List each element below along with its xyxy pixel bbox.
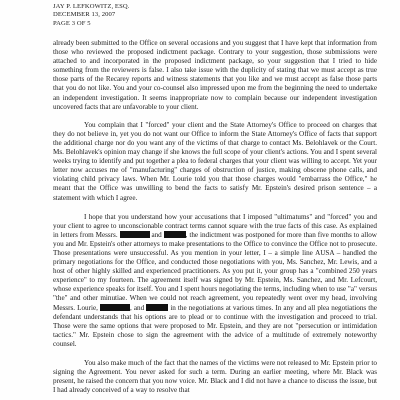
- paragraph-2: You complain that I "forced" your client and the State Attorney's Office to proceed on charges that they do not believe in, yet you do not want our Office to inform the State Attorney's Office of facts that support the additional charge nor do you want any of the victims of that charge to contact Ms. Belohlavek or the Court. Ms. Belohlavek's opinion may change if she knows the full scope of your client's actions. You and I spent several weeks trying to identify and put together a plea to federal charges that your client was willing to accept. Yet your letter now accuses me of "manufacturing" charges of obstruction of justice, making obscene phone calls, and violating child privacy laws. When Mr. Lourie told you that those charges would "embarrass the Office," he meant that the Office was unwilling to bend the facts to satisfy Mr. Epstein's desired prison sentence – a statement with which I agree.: [53, 120, 377, 202]
- paragraph-3-part-e: in the negotiations at various times. In any and all plea negotiations the defendant understands that his options are to plead or to continue with the investigation and proceed to trial. Those were the same options that were proposed to Mr. Epstein, and they are not "persecution or intimidation tactics." Mr. Epstein chose to sign the agreement with the advice of a multitude of extremely noteworthy counsel.: [53, 303, 377, 348]
- redaction-box: [146, 304, 168, 311]
- paragraph-3-part-b: and: [151, 230, 162, 239]
- paragraph-3-part-d: , and: [129, 303, 145, 312]
- page-number: PAGE 3 OF 5: [53, 19, 91, 27]
- redaction-box: [164, 231, 186, 238]
- redaction-box: [120, 231, 150, 238]
- paragraph-3: [53, 213, 377, 349]
- paragraph-4: You also make much of the fact that the names of the victims were not released to Mr. Epstein prior to signing the Agreement. You never asked for such a term. During an earlier meeting, where Mr. Black was present, he raised the concern that you now voice. Mr. Black and I did not have a chance to discuss the issue, but I had already conceived of a way to resolve that: [53, 359, 377, 395]
- letter-date: DECEMBER 13, 2007: [53, 11, 116, 19]
- paragraph-3-part-a: I hope that you understand how your accusations that I imposed "ultimatums" and "forced" you and your client to agree to unconscionable contract terms cannot square with the true facts of this case. As explained in letters from Messrs.: [53, 212, 377, 239]
- paragraph-3-part-c: , the indictment was postponed for more than five months to allow you and Mr. Epstein's other attorneys to make presentations to the Office to convince the Office not to prosecute. Those presentations were unsuccessful. As you mention in your letter, I – a simple line AUSA – handled the primary negotiations for the Office, and conducted those negotiations with you, Ms. Sanchez, Mr. Lewis, and a host of other highly skilled and experienced practitioners. As you put it, your group has a "combined 250 years experience" to my fourteen. The agreement itself was signed by Mr. Epstein, Ms. Sanchez, and Mr. Lefcourt, whose experience speaks for itself. You and I spent hours negotiating the terms, including when to use "a" versus "the" and other minutiae. When we could not reach agreement, you repeatedly went over my head, involving Messrs. Lourie,: [53, 230, 377, 312]
- letter-body: [53, 39, 377, 395]
- letter-header: [53, 3, 129, 28]
- redaction-box: [100, 304, 130, 311]
- paragraph-1: already been submitted to the Office on several occasions and you suggest that I have kept that information from those who reviewed the proposed indictment package. Contrary to your suggestion, those submissions were attached to and incorporated in the proposed indictment package, so your suggestion that I tried to hide something from the reviewers is false. I also take issue with the duplicity of stating that we must accept as true those parts of the Recarey reports and witness statements that you like and we must accept as false those parts that you do not like. You and your co-counsel also impressed upon me from the beginning the need to undertake an independent investigation. It seems inappropriate now to complain because our independent investigation uncovered facts that are unfavorable to your client.: [53, 39, 377, 111]
- recipient-name: JAY P. LEFKOWITZ, ESQ.: [53, 3, 130, 10]
